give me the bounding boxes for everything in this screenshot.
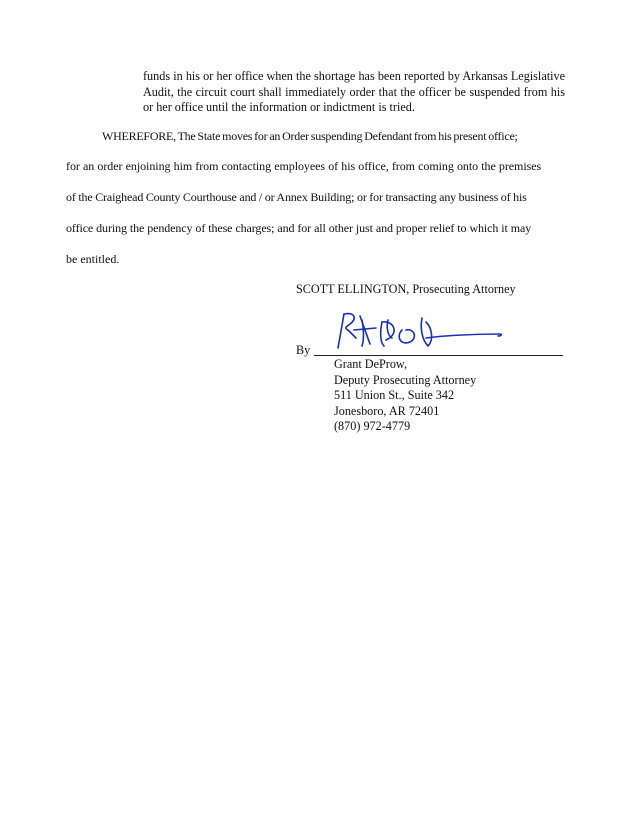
by-label: By (296, 343, 311, 357)
paragraph-line: be entitled. (66, 252, 120, 266)
statute-quote-text: funds in his or her office when the shortage has been reported by Arkansas Legislative Audit, the circuit court shall immediately order that the officer be suspended from his or her office until the information or indictment is tried. (143, 69, 565, 115)
address-line-1: 511 Union St., Suite 342 (334, 388, 455, 402)
handwritten-signature (330, 308, 510, 352)
address-line-2: Jonesboro, AR 72401 (334, 403, 440, 418)
signer-name: Grant DeProw, (334, 357, 407, 371)
paragraph-line: of the Craighead County Courthouse and / or Annex Building; or for transacting any business of his (66, 190, 527, 204)
paragraph-line: for an order enjoining him from contacting employees of his office, from coming onto the premises (66, 159, 542, 173)
paragraph-line: office during the pendency of these charges; and for all other just and proper relief to which it may (66, 221, 532, 235)
statute-quote (143, 69, 565, 116)
phone-number: (870) 972-4779 (334, 419, 411, 433)
paragraph-line: WHEREFORE, The State moves for an Order suspending Defendant from his present office; (102, 129, 518, 143)
signer-title: Deputy Prosecuting Attorney (334, 372, 477, 387)
signature-line (314, 355, 563, 356)
signer-address-block (334, 357, 476, 435)
prosecuting-attorney-line: SCOTT ELLINGTON, Prosecuting Attorney (296, 282, 516, 296)
